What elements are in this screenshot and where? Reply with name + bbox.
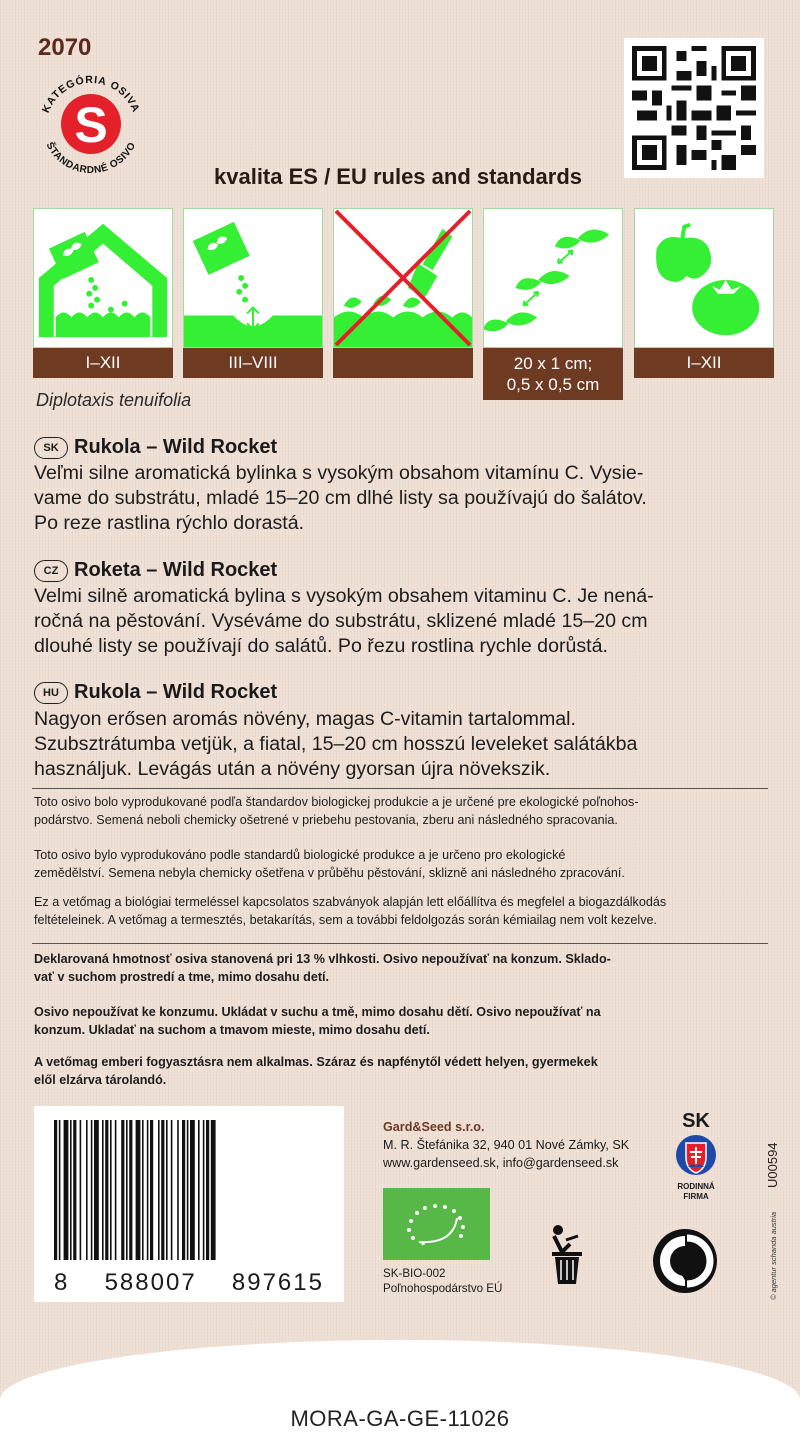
barcode-bar: [187, 1120, 189, 1260]
section-cz-text: [34, 584, 774, 659]
barcode: [34, 1106, 344, 1302]
vertical-codes: [762, 1118, 782, 1303]
barcode-bar: [64, 1120, 69, 1260]
product-code: 2070: [38, 34, 92, 61]
warning-sk: [34, 950, 774, 986]
barcode-bar: [147, 1120, 149, 1260]
seal-top-text: KATEGÓRIA OSIVA: [39, 73, 143, 115]
warning-cz-sk: [34, 1003, 774, 1039]
footer-area: [0, 1340, 800, 1449]
quality-statement: kvalita ES / EU rules and standards: [214, 164, 583, 189]
barcode-bar: [59, 1120, 61, 1260]
barcode-digit-group: 8: [54, 1269, 70, 1296]
tile-label-spacing: 20 x 1 cm; 0,5 x 0,5 cm: [483, 348, 623, 400]
latin-name: Diplotaxis tenuifolia: [36, 390, 192, 410]
barcode-bar: [206, 1120, 209, 1260]
section-sk-text: [34, 461, 774, 536]
text-line: Toto osivo bolo vyprodukované podľa štandardov biologickej produkcie a je určené pre ekologické poľnohos-: [34, 795, 639, 809]
barcode-bar: [102, 1120, 104, 1260]
bio-certification: [383, 1266, 502, 1296]
barcode-bar: [190, 1120, 195, 1260]
barcode-bar: [136, 1120, 141, 1260]
section-hu-heading: [34, 681, 277, 704]
barcode-bar: [73, 1120, 76, 1260]
family-company-label: RODINNÁ FIRMA: [677, 1182, 715, 1201]
text-line: podárstvo. Semená neboli chemicky ošetrené v priebehu pestovania, zberu ani následného spracovania.: [34, 813, 618, 827]
tomato-icon: [692, 280, 759, 335]
text-line: vať v suchom prostredí a tme, mimo dosahu detí.: [34, 970, 330, 984]
barcode-bar: [105, 1120, 108, 1260]
barcode-bar: [177, 1120, 179, 1260]
company-address: M. R. Štefánika 32, 940 01 Nové Zámky, SK: [383, 1138, 630, 1152]
vertical-code-text: U00594: [765, 1142, 780, 1188]
section-hu-title: Rukola – Wild Rocket: [74, 681, 278, 703]
slovak-emblem-icon: [674, 1133, 718, 1177]
text-line: konzum. Ukladať na suchom a tmavom mieste, mimo dosahu detí.: [34, 1023, 430, 1037]
text-line: feltételeinek. A vetőmag a termesztés, betakarítás, sem a további feldolgozás során kémiailag nem volt kezelve.: [34, 913, 658, 927]
barcode-number: [54, 1269, 324, 1297]
eu-organic-logo: [383, 1188, 490, 1260]
barcode-bar: [115, 1120, 117, 1260]
seal-bottom-text: ŠTANDARDNÉ OSIVO: [43, 140, 139, 177]
text-line: Veľmi silne aromatická bylinka s vysokým obsahom vitamínu C. Vysie-: [34, 462, 644, 484]
text-line: Deklarovaná hmotnosť osiva stanovená pri 13 % vlhkosti. Osivo nepoužívať na konzum. Sklado-: [34, 952, 611, 966]
divider: [32, 943, 768, 944]
text-line: Velmi silně aromatická bylina s vysokým obsahem vitaminu C. Je nená-: [34, 585, 654, 607]
barcode-bar: [211, 1120, 216, 1260]
text-line: Szubsztrátumba vetjük, a fiatal, 15–20 cm hosszú leveleket salátákba: [34, 733, 638, 755]
seed-category-seal: [30, 62, 152, 184]
bio-code: SK-BIO-002: [383, 1267, 446, 1280]
barcode-bar: [70, 1120, 72, 1260]
text-line: Po reze rastlina rýchlo dorastá.: [34, 512, 305, 534]
barcode-bar: [129, 1120, 132, 1260]
divider: [32, 788, 768, 789]
greenhouse-sowing-icon: [34, 209, 172, 347]
tile-greenhouse: [33, 208, 173, 348]
pepper-icon: [656, 225, 711, 282]
tile-harvest: [634, 208, 774, 348]
no-planting-icon: [334, 209, 472, 347]
eu-organic-leaf-icon: [383, 1188, 490, 1260]
barcode-bar: [91, 1120, 93, 1260]
tile-label-outdoor: III–VIII: [183, 348, 323, 378]
text-line: vame do substrátu, mladé 15–20 cm dlhé listy sa používajú do šalátov.: [34, 487, 647, 509]
text-line: Ez a vetőmag a biológiai termeléssel kapcsolatos szabványok alapján lett előállítva és megfelel a biogazdálkodás: [34, 895, 667, 909]
text-line: zemědělství. Semena nebyla chemicky ošetřena v průběhu pěstování, sklizně ani následného zpracování.: [34, 866, 625, 880]
barcode-bar: [161, 1120, 164, 1260]
tile-spacing: [483, 208, 623, 348]
organic-note-cz: [34, 846, 774, 882]
seal-letter: S: [74, 97, 108, 153]
harvest-icon: [635, 209, 773, 347]
barcode-bar: [54, 1120, 57, 1260]
barcode-bar: [203, 1120, 205, 1260]
barcode-bar: [110, 1120, 112, 1260]
text-line: Osivo nepoužívat ke konzumu. Ukládat v suchu a tmě, mimo dosahu dětí. Osivo nepoužívať na: [34, 1005, 601, 1019]
warning-hu: [34, 1053, 774, 1089]
footer-code: MORA-GA-GE-11026: [290, 1406, 510, 1431]
barcode-bar: [94, 1120, 99, 1260]
barcode-bar: [121, 1120, 124, 1260]
text-line: Toto osivo bylo vyprodukováno podle standardů biologické produkce a je určeno pro ekologické: [34, 848, 566, 862]
tile-label-greenhouse: I–XII: [33, 348, 173, 378]
tile-no-planting: [333, 208, 473, 348]
text-line: A vetőmag emberi fogyasztásra nem alkalmas. Száraz és napfénytől védett helyen, gyermekek: [34, 1055, 598, 1069]
lang-badge-cz: CZ: [34, 560, 68, 582]
qr-code-icon: [632, 46, 756, 170]
lang-badge-sk: SK: [34, 437, 68, 459]
family-company-badge: [666, 1110, 726, 1202]
organic-note-sk: [34, 793, 774, 829]
section-cz-title: Roketa – Wild Rocket: [74, 559, 278, 581]
barcode-digit-group: 897615: [231, 1269, 324, 1296]
text-line: használjuk. Levágás után a növény gyorsan újra növekszik.: [34, 758, 551, 780]
lang-badge-hu: HU: [34, 682, 68, 704]
sk-label: SK: [682, 1110, 710, 1132]
barcode-bar: [158, 1120, 160, 1260]
text-line: dlouhé listy se používají do salátů. Po řezu rostlina rychle dorůstá.: [34, 635, 608, 657]
section-sk-title: Rukola – Wild Rocket: [74, 436, 278, 458]
vertical-copyright: © agentur schanda austria: [769, 1211, 778, 1300]
spacing-icon: [484, 209, 622, 347]
barcode-bar: [80, 1120, 82, 1260]
outdoor-sowing-icon: [184, 209, 322, 347]
barcode-bars: [54, 1120, 324, 1260]
barcode-bar: [166, 1120, 168, 1260]
barcode-digit-group: 588007: [104, 1269, 197, 1296]
barcode-bar: [171, 1120, 173, 1260]
barcode-bar: [86, 1120, 88, 1260]
dispose-in-bin-icon: [548, 1222, 588, 1288]
barcode-bar: [126, 1120, 128, 1260]
barcode-bar: [198, 1120, 200, 1260]
text-line: ročná na pěstování. Vyséváme do substrátu, sklizené mladé 15–20 cm: [34, 610, 648, 632]
text-line: Nagyon erősen aromás növény, magas C-vitamin tartalommal.: [34, 708, 576, 730]
company-name: Gard&Seed s.r.o.: [383, 1120, 485, 1134]
qr-code[interactable]: [624, 38, 764, 178]
organic-note-hu: [34, 893, 774, 929]
company-web[interactable]: www.gardenseed.sk, info@gardenseed.sk: [383, 1156, 619, 1170]
barcode-bar: [150, 1120, 153, 1260]
company-info: [383, 1118, 629, 1172]
barcode-bar: [182, 1120, 185, 1260]
barcode-bar: [142, 1120, 144, 1260]
text-line: elől elzárva tárolandó.: [34, 1073, 167, 1087]
bio-text: Poľnohospodárstvo EÚ: [383, 1282, 503, 1295]
tile-label-no-planting: [333, 348, 473, 378]
section-cz-heading: [34, 559, 277, 582]
tile-label-harvest: I–XII: [634, 348, 774, 378]
section-hu-text: [34, 707, 774, 782]
section-sk-heading: [34, 436, 277, 459]
green-dot-icon: [652, 1228, 718, 1294]
tile-outdoor: [183, 208, 323, 348]
